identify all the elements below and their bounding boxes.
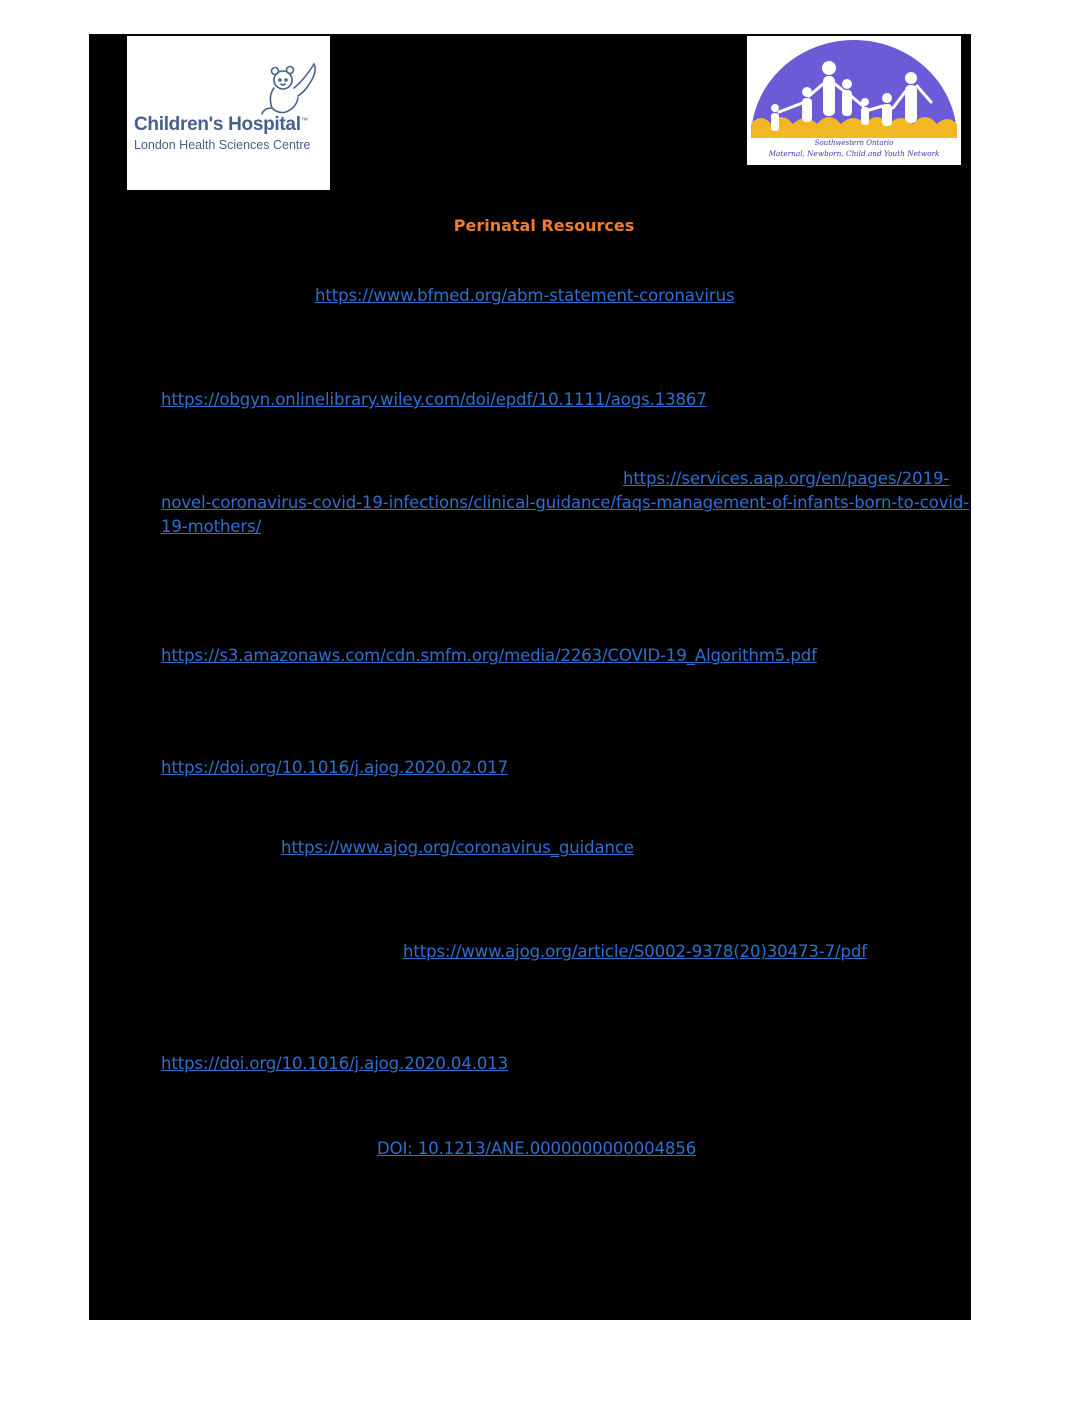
link-aap-line-2[interactable]: novel-coronavirus-covid-19-infections/clinical-guidance/faqs-management-of-infants-born-to-covid- (161, 493, 970, 512)
link-anesthesia-doi[interactable]: DOI: 10.1213/ANE.0000000000004856 (377, 1139, 697, 1158)
link-abm-statement[interactable]: https://www.bfmed.org/abm-statement-coronavirus (315, 286, 735, 305)
link-wiley-aogs[interactable]: https://obgyn.onlinelibrary.wiley.com/doi/epdf/10.1111/aogs.13867 (161, 390, 707, 409)
link-aap-line-3[interactable]: 19-mothers/ (161, 517, 262, 536)
link-doi-ajog-02[interactable]: https://doi.org/10.1016/j.ajog.2020.02.017 (161, 758, 509, 777)
page-title: Perinatal Resources (453, 216, 635, 235)
link-aap-line-1[interactable]: https://services.aap.org/en/pages/2019- (623, 469, 950, 488)
hospital-name: Children's Hospital™ (134, 114, 308, 135)
link-doi-ajog-04[interactable]: https://doi.org/10.1016/j.ajog.2020.04.013 (161, 1054, 509, 1073)
network-name: Maternal, Newborn, Child and Youth Network (768, 149, 940, 158)
network-region: Southwestern Ontario (814, 139, 894, 147)
childrens-hospital-logo (127, 36, 330, 190)
link-ajog-guidance[interactable]: https://www.ajog.org/coronavirus_guidance (281, 838, 634, 857)
hospital-subname: London Health Sciences Centre (134, 138, 311, 152)
link-ajog-article[interactable]: https://www.ajog.org/article/S0002-9378(20)30473-7/pdf (403, 942, 867, 961)
maternal-network-logo (747, 36, 961, 165)
link-smfm-algorithm[interactable]: https://s3.amazonaws.com/cdn.smfm.org/media/2263/COVID-19_Algorithm5.pdf (161, 646, 817, 665)
